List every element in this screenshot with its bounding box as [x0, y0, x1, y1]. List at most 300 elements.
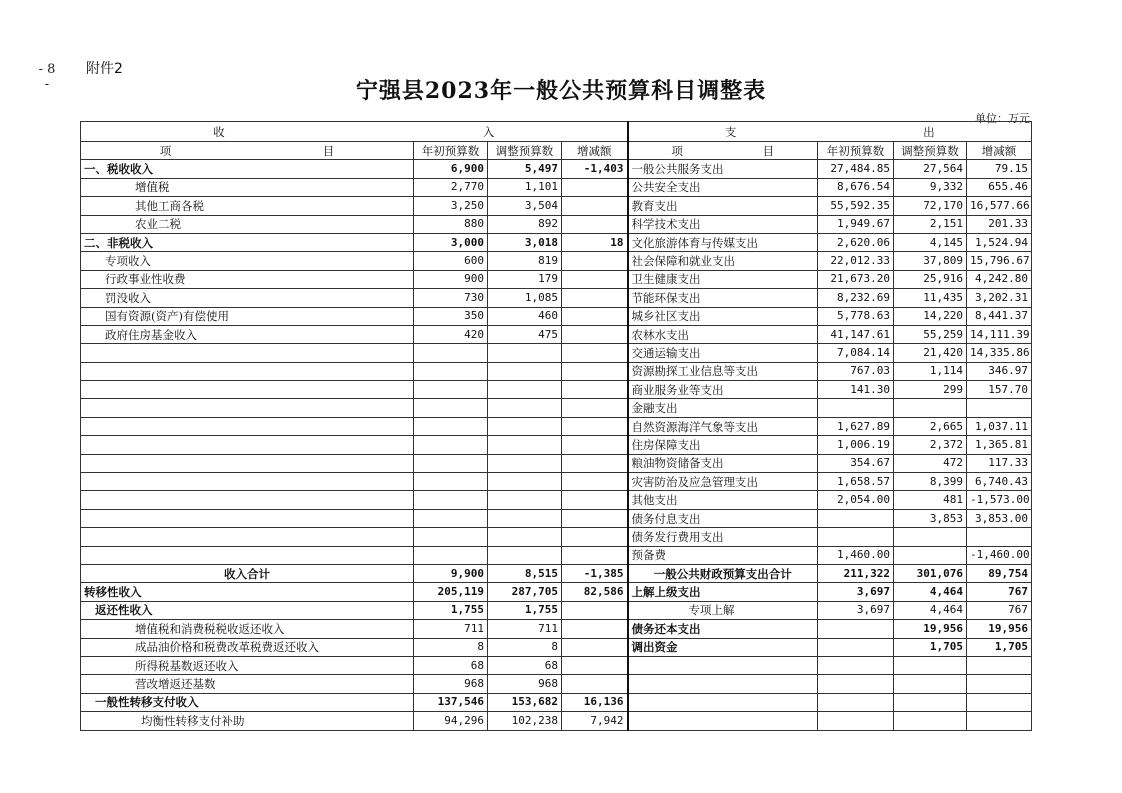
expense-change-cell: 19,956 [967, 620, 1032, 638]
income-change-cell: 7,942 [562, 712, 628, 730]
expense-change-cell: 89,754 [967, 564, 1032, 582]
expense-change-cell: 117.33 [967, 454, 1032, 472]
table-row [81, 178, 1032, 196]
expense-adjusted-cell [894, 528, 967, 546]
expense-change-cell: 655.46 [967, 178, 1032, 196]
expense-adjusted-cell: 1,114 [894, 362, 967, 380]
income-initial-cell: 1,755 [414, 601, 488, 619]
expense-item-cell: 一般公共财政预算支出合计 [628, 564, 818, 582]
header-row-sections [81, 122, 1032, 142]
table-row [81, 546, 1032, 564]
expense-adjusted-cell: 481 [894, 491, 967, 509]
expense-initial-cell: 55,592.35 [818, 197, 894, 215]
income-item-cell [81, 436, 414, 454]
table-row [81, 344, 1032, 362]
income-change-cell: 82,586 [562, 583, 628, 601]
expense-change-cell [967, 712, 1032, 730]
income-initial-cell [414, 344, 488, 362]
page-number-mark: - 8 - [38, 62, 56, 92]
expense-item-cell: 商业服务业等支出 [628, 381, 818, 399]
table-row [81, 289, 1032, 307]
income-change-cell: 16,136 [562, 693, 628, 711]
expense-adjusted-cell: 72,170 [894, 197, 967, 215]
income-adjusted-cell: 153,682 [488, 693, 562, 711]
expense-item-cell: 一般公共服务支出 [628, 160, 818, 178]
expense-change-cell: 4,242.80 [967, 270, 1032, 288]
income-initial-cell: 6,900 [414, 160, 488, 178]
expense-change-cell: 767 [967, 601, 1032, 619]
income-adjusted-cell [488, 344, 562, 362]
income-item-cell: 其他工商各税 [81, 197, 414, 215]
income-initial-cell: 968 [414, 675, 488, 693]
table-row [81, 325, 1032, 343]
expense-initial-cell: 8,232.69 [818, 289, 894, 307]
page-title: 宁强县2023年一般公共预算科目调整表 [355, 78, 767, 104]
expense-initial-cell [818, 712, 894, 730]
income-initial-cell: 94,296 [414, 712, 488, 730]
income-initial-cell [414, 436, 488, 454]
income-adjusted-cell: 3,018 [488, 233, 562, 251]
expense-adjusted-cell [894, 712, 967, 730]
income-adjusted-cell [488, 381, 562, 399]
income-change-cell: 18 [562, 233, 628, 251]
income-item-header [81, 142, 414, 160]
expense-item-cell: 其他支出 [628, 491, 818, 509]
table-row [81, 197, 1032, 215]
expense-initial-cell: 7,084.14 [818, 344, 894, 362]
income-item-cell: 国有资源(资产)有偿使用 [81, 307, 414, 325]
income-change-cell: -1,403 [562, 160, 628, 178]
income-item-cell: 返还性收入 [81, 601, 414, 619]
income-item-cell [81, 417, 414, 435]
table-row [81, 362, 1032, 380]
income-change-cell [562, 491, 628, 509]
expense-item-cell: 卫生健康支出 [628, 270, 818, 288]
expense-initial-cell: 22,012.33 [818, 252, 894, 270]
income-adjusted-header: 调整预算数 [488, 142, 562, 160]
income-item-cell [81, 454, 414, 472]
income-item-cell: 营改增返还基数 [81, 675, 414, 693]
expense-initial-cell [818, 638, 894, 656]
expense-item-cell: 金融支出 [628, 399, 818, 417]
income-initial-cell [414, 454, 488, 472]
expense-change-cell: 3,853.00 [967, 509, 1032, 527]
income-initial-cell: 137,546 [414, 693, 488, 711]
expense-initial-cell: 1,006.19 [818, 436, 894, 454]
expense-initial-cell: 8,676.54 [818, 178, 894, 196]
expense-change-cell: 14,335.86 [967, 344, 1032, 362]
expense-initial-header: 年初预算数 [818, 142, 894, 160]
expense-change-cell: 346.97 [967, 362, 1032, 380]
income-item-cell: 一般性转移支付收入 [81, 693, 414, 711]
income-initial-cell [414, 381, 488, 399]
expense-change-cell: 79.15 [967, 160, 1032, 178]
income-initial-cell [414, 491, 488, 509]
expense-item-cell: 债务发行费用支出 [628, 528, 818, 546]
income-header-right: 入 [482, 124, 495, 139]
table-row [81, 528, 1032, 546]
expense-adjusted-cell [894, 399, 967, 417]
table-row [81, 436, 1032, 454]
expense-adjusted-cell: 11,435 [894, 289, 967, 307]
income-header-left: 收 [213, 124, 225, 139]
income-change-cell [562, 344, 628, 362]
income-adjusted-cell [488, 491, 562, 509]
income-initial-cell: 3,000 [414, 233, 488, 251]
expense-initial-cell: 3,697 [818, 583, 894, 601]
income-adjusted-cell: 287,705 [488, 583, 562, 601]
expense-initial-cell: 41,147.61 [818, 325, 894, 343]
income-initial-cell [414, 399, 488, 417]
table-row [81, 509, 1032, 527]
income-item-cell: 罚没收入 [81, 289, 414, 307]
income-adjusted-cell: 1,085 [488, 289, 562, 307]
expense-adjusted-cell [894, 546, 967, 564]
table-row [81, 399, 1032, 417]
income-adjusted-cell [488, 546, 562, 564]
income-item-cell [81, 509, 414, 527]
income-initial-cell: 880 [414, 215, 488, 233]
income-adjusted-cell [488, 362, 562, 380]
expense-change-cell [967, 693, 1032, 711]
income-adjusted-cell: 460 [488, 307, 562, 325]
income-initial-cell: 8 [414, 638, 488, 656]
expense-change-cell: 14,111.39 [967, 325, 1032, 343]
income-adjusted-cell: 1,755 [488, 601, 562, 619]
item-header-left: 项 [159, 143, 172, 158]
income-initial-cell: 600 [414, 252, 488, 270]
expense-item-cell: 预备费 [628, 546, 818, 564]
table-row [81, 620, 1032, 638]
expense-adjusted-cell [894, 693, 967, 711]
expense-item-header [628, 142, 818, 160]
income-change-cell [562, 178, 628, 196]
expense-change-cell: 8,441.37 [967, 307, 1032, 325]
income-change-cell [562, 509, 628, 527]
expense-change-cell [967, 528, 1032, 546]
expense-adjusted-cell: 4,464 [894, 583, 967, 601]
income-initial-cell [414, 509, 488, 527]
expense-adjusted-cell: 21,420 [894, 344, 967, 362]
expense-change-cell: 6,740.43 [967, 473, 1032, 491]
expense-initial-cell: 1,949.67 [818, 215, 894, 233]
expense-initial-cell: 5,778.63 [818, 307, 894, 325]
expense-item-cell: 科学技术支出 [628, 215, 818, 233]
expense-item-cell: 文化旅游体育与传媒支出 [628, 233, 818, 251]
table-row [81, 564, 1032, 582]
income-adjusted-cell: 711 [488, 620, 562, 638]
income-initial-cell: 350 [414, 307, 488, 325]
expense-item-cell: 教育支出 [628, 197, 818, 215]
income-item-cell: 成品油价格和税费改革税费返还收入 [81, 638, 414, 656]
income-change-cell: -1,385 [562, 564, 628, 582]
income-item-cell: 所得税基数返还收入 [81, 656, 414, 674]
income-initial-cell: 900 [414, 270, 488, 288]
income-initial-cell: 3,250 [414, 197, 488, 215]
item-header-right: 目 [762, 143, 775, 158]
expense-item-cell: 债务付息支出 [628, 509, 818, 527]
expense-change-cell: 15,796.67 [967, 252, 1032, 270]
expense-change-cell: 1,524.94 [967, 233, 1032, 251]
expense-adjusted-cell: 4,464 [894, 601, 967, 619]
income-item-cell [81, 528, 414, 546]
income-item-cell [81, 381, 414, 399]
expense-initial-cell [818, 693, 894, 711]
expense-initial-cell [818, 528, 894, 546]
expense-adjusted-cell: 2,372 [894, 436, 967, 454]
table-row [81, 215, 1032, 233]
income-item-cell: 增值税和消费税税收返还收入 [81, 620, 414, 638]
income-adjusted-cell: 819 [488, 252, 562, 270]
expense-change-cell: 1,037.11 [967, 417, 1032, 435]
expense-initial-cell: 2,620.06 [818, 233, 894, 251]
expense-initial-cell [818, 675, 894, 693]
income-item-cell: 一、税收收入 [81, 160, 414, 178]
expense-initial-cell: 1,627.89 [818, 417, 894, 435]
income-adjusted-cell: 3,504 [488, 197, 562, 215]
income-initial-cell: 68 [414, 656, 488, 674]
attachment-label: 附件2 [86, 61, 123, 77]
table-row [81, 712, 1032, 730]
income-initial-cell [414, 528, 488, 546]
income-item-cell: 均衡性转移支付补助 [81, 712, 414, 730]
income-item-cell: 转移性收入 [81, 583, 414, 601]
income-item-cell: 行政事业性收费 [81, 270, 414, 288]
income-change-cell [562, 546, 628, 564]
income-adjusted-cell: 179 [488, 270, 562, 288]
table-row [81, 693, 1032, 711]
expense-section-header [628, 122, 1032, 142]
income-initial-cell: 711 [414, 620, 488, 638]
income-change-cell [562, 197, 628, 215]
expense-change-cell [967, 399, 1032, 417]
unit-label: 单位：万元 [975, 112, 1030, 125]
income-item-cell [81, 491, 414, 509]
expense-initial-cell: 211,322 [818, 564, 894, 582]
budget-adjustment-table [80, 121, 1032, 731]
income-adjusted-cell: 968 [488, 675, 562, 693]
income-initial-cell: 730 [414, 289, 488, 307]
income-change-cell [562, 528, 628, 546]
income-section-header [81, 122, 628, 142]
expense-item-cell: 社会保障和就业支出 [628, 252, 818, 270]
income-change-cell [562, 473, 628, 491]
expense-change-cell: 201.33 [967, 215, 1032, 233]
expense-item-cell: 自然资源海洋气象等支出 [628, 417, 818, 435]
income-initial-cell: 2,770 [414, 178, 488, 196]
expense-adjusted-cell: 1,705 [894, 638, 967, 656]
income-adjusted-cell [488, 528, 562, 546]
income-adjusted-cell: 8 [488, 638, 562, 656]
income-change-cell [562, 325, 628, 343]
expense-adjusted-cell: 37,809 [894, 252, 967, 270]
expense-adjusted-cell: 27,564 [894, 160, 967, 178]
expense-adjusted-cell: 2,151 [894, 215, 967, 233]
income-item-cell [81, 344, 414, 362]
expense-adjusted-cell: 2,665 [894, 417, 967, 435]
income-change-cell [562, 454, 628, 472]
income-adjusted-cell: 102,238 [488, 712, 562, 730]
expense-change-cell: -1,460.00 [967, 546, 1032, 564]
expense-adjusted-cell: 472 [894, 454, 967, 472]
income-adjusted-cell: 892 [488, 215, 562, 233]
table-row [81, 307, 1032, 325]
income-change-cell [562, 620, 628, 638]
income-adjusted-cell: 5,497 [488, 160, 562, 178]
expense-adjusted-cell [894, 656, 967, 674]
expense-change-cell: -1,573.00 [967, 491, 1032, 509]
expense-initial-cell [818, 656, 894, 674]
income-change-cell [562, 656, 628, 674]
table-row [81, 473, 1032, 491]
table-row [81, 381, 1032, 399]
expense-item-cell [628, 656, 818, 674]
income-initial-cell [414, 362, 488, 380]
expense-initial-cell: 21,673.20 [818, 270, 894, 288]
expense-initial-cell: 2,054.00 [818, 491, 894, 509]
table-row [81, 638, 1032, 656]
income-initial-cell: 9,900 [414, 564, 488, 582]
expense-change-cell: 3,202.31 [967, 289, 1032, 307]
income-initial-cell: 420 [414, 325, 488, 343]
table-row [81, 601, 1032, 619]
table-row [81, 252, 1032, 270]
expense-initial-cell: 1,460.00 [818, 546, 894, 564]
expense-change-cell: 767 [967, 583, 1032, 601]
income-change-cell [562, 362, 628, 380]
expense-initial-cell: 27,484.85 [818, 160, 894, 178]
expense-initial-cell [818, 509, 894, 527]
income-initial-cell [414, 546, 488, 564]
income-change-cell [562, 252, 628, 270]
expense-adjusted-cell: 299 [894, 381, 967, 399]
income-change-cell [562, 638, 628, 656]
income-initial-header: 年初预算数 [414, 142, 488, 160]
expense-initial-cell: 1,658.57 [818, 473, 894, 491]
expense-item-cell [628, 675, 818, 693]
income-change-cell [562, 399, 628, 417]
expense-item-cell: 资源勘探工业信息等支出 [628, 362, 818, 380]
expense-item-cell: 债务还本支出 [628, 620, 818, 638]
income-item-cell: 农业二税 [81, 215, 414, 233]
income-adjusted-cell [488, 473, 562, 491]
expense-item-cell: 住房保障支出 [628, 436, 818, 454]
table-row [81, 491, 1032, 509]
income-change-cell [562, 675, 628, 693]
income-change-cell [562, 289, 628, 307]
table-row [81, 583, 1032, 601]
income-adjusted-cell: 68 [488, 656, 562, 674]
income-initial-cell [414, 417, 488, 435]
income-item-cell [81, 546, 414, 564]
expense-item-cell [628, 693, 818, 711]
income-adjusted-cell [488, 417, 562, 435]
expense-change-cell: 1,705 [967, 638, 1032, 656]
table-row [81, 160, 1032, 178]
expense-initial-cell: 354.67 [818, 454, 894, 472]
income-adjusted-cell: 8,515 [488, 564, 562, 582]
income-change-cell [562, 436, 628, 454]
expense-change-cell [967, 656, 1032, 674]
table-row [81, 233, 1032, 251]
expense-item-cell: 调出资金 [628, 638, 818, 656]
income-change-cell [562, 270, 628, 288]
income-change-header: 增减额 [562, 142, 628, 160]
expense-item-cell: 交通运输支出 [628, 344, 818, 362]
expense-adjusted-header: 调整预算数 [894, 142, 967, 160]
income-change-cell [562, 417, 628, 435]
expense-header-right: 出 [923, 124, 935, 139]
income-item-cell: 专项收入 [81, 252, 414, 270]
expense-change-cell: 1,365.81 [967, 436, 1032, 454]
expense-change-cell: 16,577.66 [967, 197, 1032, 215]
expense-initial-cell: 3,697 [818, 601, 894, 619]
income-adjusted-cell [488, 399, 562, 417]
expense-item-cell: 上解上级支出 [628, 583, 818, 601]
income-adjusted-cell [488, 509, 562, 527]
income-item-cell [81, 399, 414, 417]
table-row [81, 417, 1032, 435]
expense-adjusted-cell: 301,076 [894, 564, 967, 582]
expense-adjusted-cell: 8,399 [894, 473, 967, 491]
expense-change-cell: 157.70 [967, 381, 1032, 399]
expense-initial-cell [818, 620, 894, 638]
income-item-cell [81, 473, 414, 491]
income-item-cell [81, 362, 414, 380]
table-row [81, 270, 1032, 288]
expense-initial-cell [818, 399, 894, 417]
expense-adjusted-cell: 3,853 [894, 509, 967, 527]
expense-adjusted-cell: 9,332 [894, 178, 967, 196]
income-adjusted-cell [488, 436, 562, 454]
income-adjusted-cell [488, 454, 562, 472]
expense-adjusted-cell: 4,145 [894, 233, 967, 251]
income-change-cell [562, 381, 628, 399]
expense-item-cell: 灾害防治及应急管理支出 [628, 473, 818, 491]
header-row-columns [81, 142, 1032, 160]
expense-item-cell: 节能环保支出 [628, 289, 818, 307]
item-header-left: 项 [671, 143, 683, 158]
expense-adjusted-cell: 19,956 [894, 620, 967, 638]
expense-item-cell [628, 712, 818, 730]
income-adjusted-cell: 1,101 [488, 178, 562, 196]
income-initial-cell: 205,119 [414, 583, 488, 601]
table-row [81, 675, 1032, 693]
expense-change-cell [967, 675, 1032, 693]
expense-item-cell: 城乡社区支出 [628, 307, 818, 325]
income-item-cell: 政府住房基金收入 [81, 325, 414, 343]
expense-initial-cell: 767.03 [818, 362, 894, 380]
income-change-cell [562, 601, 628, 619]
expense-header-left: 支 [724, 124, 737, 139]
expense-change-header: 增减额 [967, 142, 1032, 160]
item-header-right: 目 [322, 143, 335, 158]
table-row [81, 454, 1032, 472]
income-item-cell: 二、非税收入 [81, 233, 414, 251]
expense-item-cell: 专项上解 [628, 601, 818, 619]
income-item-cell: 收入合计 [81, 564, 414, 582]
expense-adjusted-cell: 55,259 [894, 325, 967, 343]
income-adjusted-cell: 475 [488, 325, 562, 343]
expense-adjusted-cell [894, 675, 967, 693]
expense-adjusted-cell: 14,220 [894, 307, 967, 325]
expense-item-cell: 粮油物资储备支出 [628, 454, 818, 472]
expense-item-cell: 公共安全支出 [628, 178, 818, 196]
income-change-cell [562, 307, 628, 325]
table-row [81, 656, 1032, 674]
income-initial-cell [414, 473, 488, 491]
expense-item-cell: 农林水支出 [628, 325, 818, 343]
